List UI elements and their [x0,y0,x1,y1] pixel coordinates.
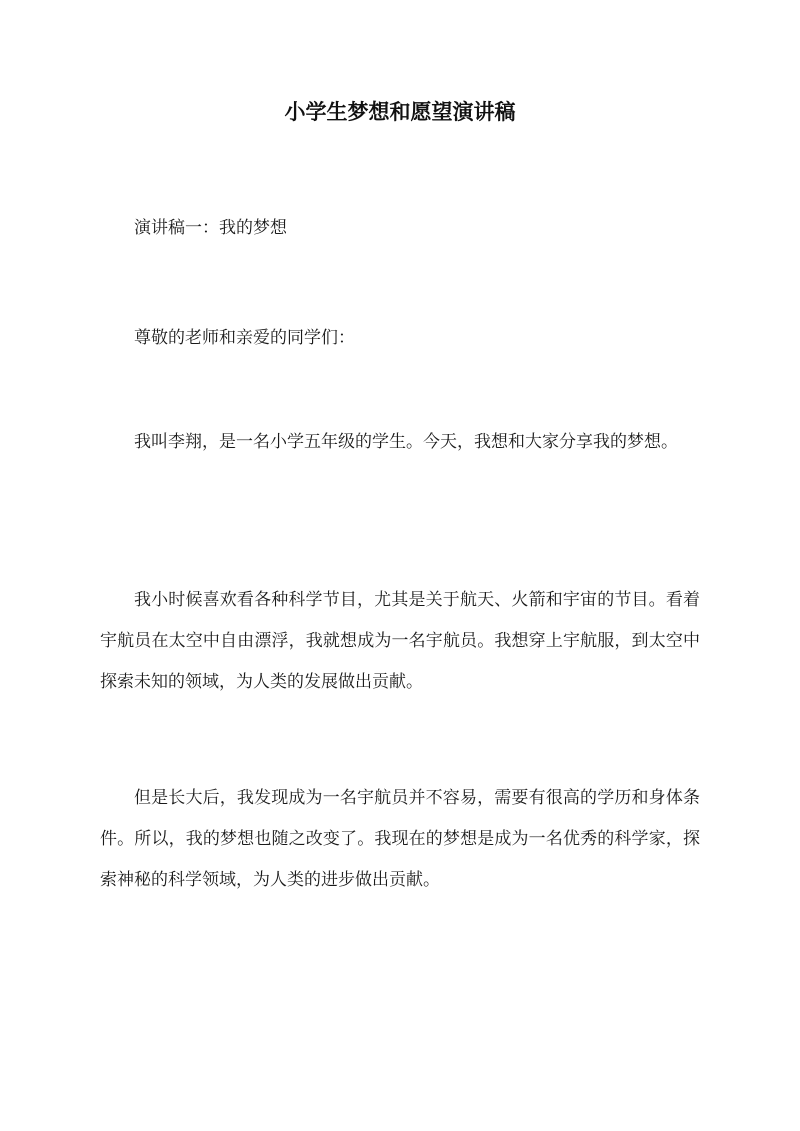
changed-dream-paragraph: 但是长大后，我发现成为一名宇航员并不容易，需要有很高的学历和身体条件。所以，我的梦想也随之改变了。我现在的梦想是成为一名优秀的科学家，探索神秘的科学领域，为人类的进步做出贡献。 [100,788,700,890]
childhood-dream-paragraph: 我小时候喜欢看各种科学节目，尤其是关于航天、火箭和宇宙的节目。看着宇航员在太空中自由漂浮，我就想成为一名宇航员。我想穿上宇航服，到太空中探索未知的领域，为人类的发展做出贡献。 [100,590,700,692]
document-title: 小学生梦想和愿望演讲稿 [284,99,516,124]
speech-heading: 演讲稿一：我的梦想 [134,218,287,238]
salutation-paragraph: 尊敬的老师和亲爱的同学们： [134,328,355,348]
intro-paragraph: 我叫李翔，是一名小学五年级的学生。今天，我想和大家分享我的梦想。 [134,432,678,452]
